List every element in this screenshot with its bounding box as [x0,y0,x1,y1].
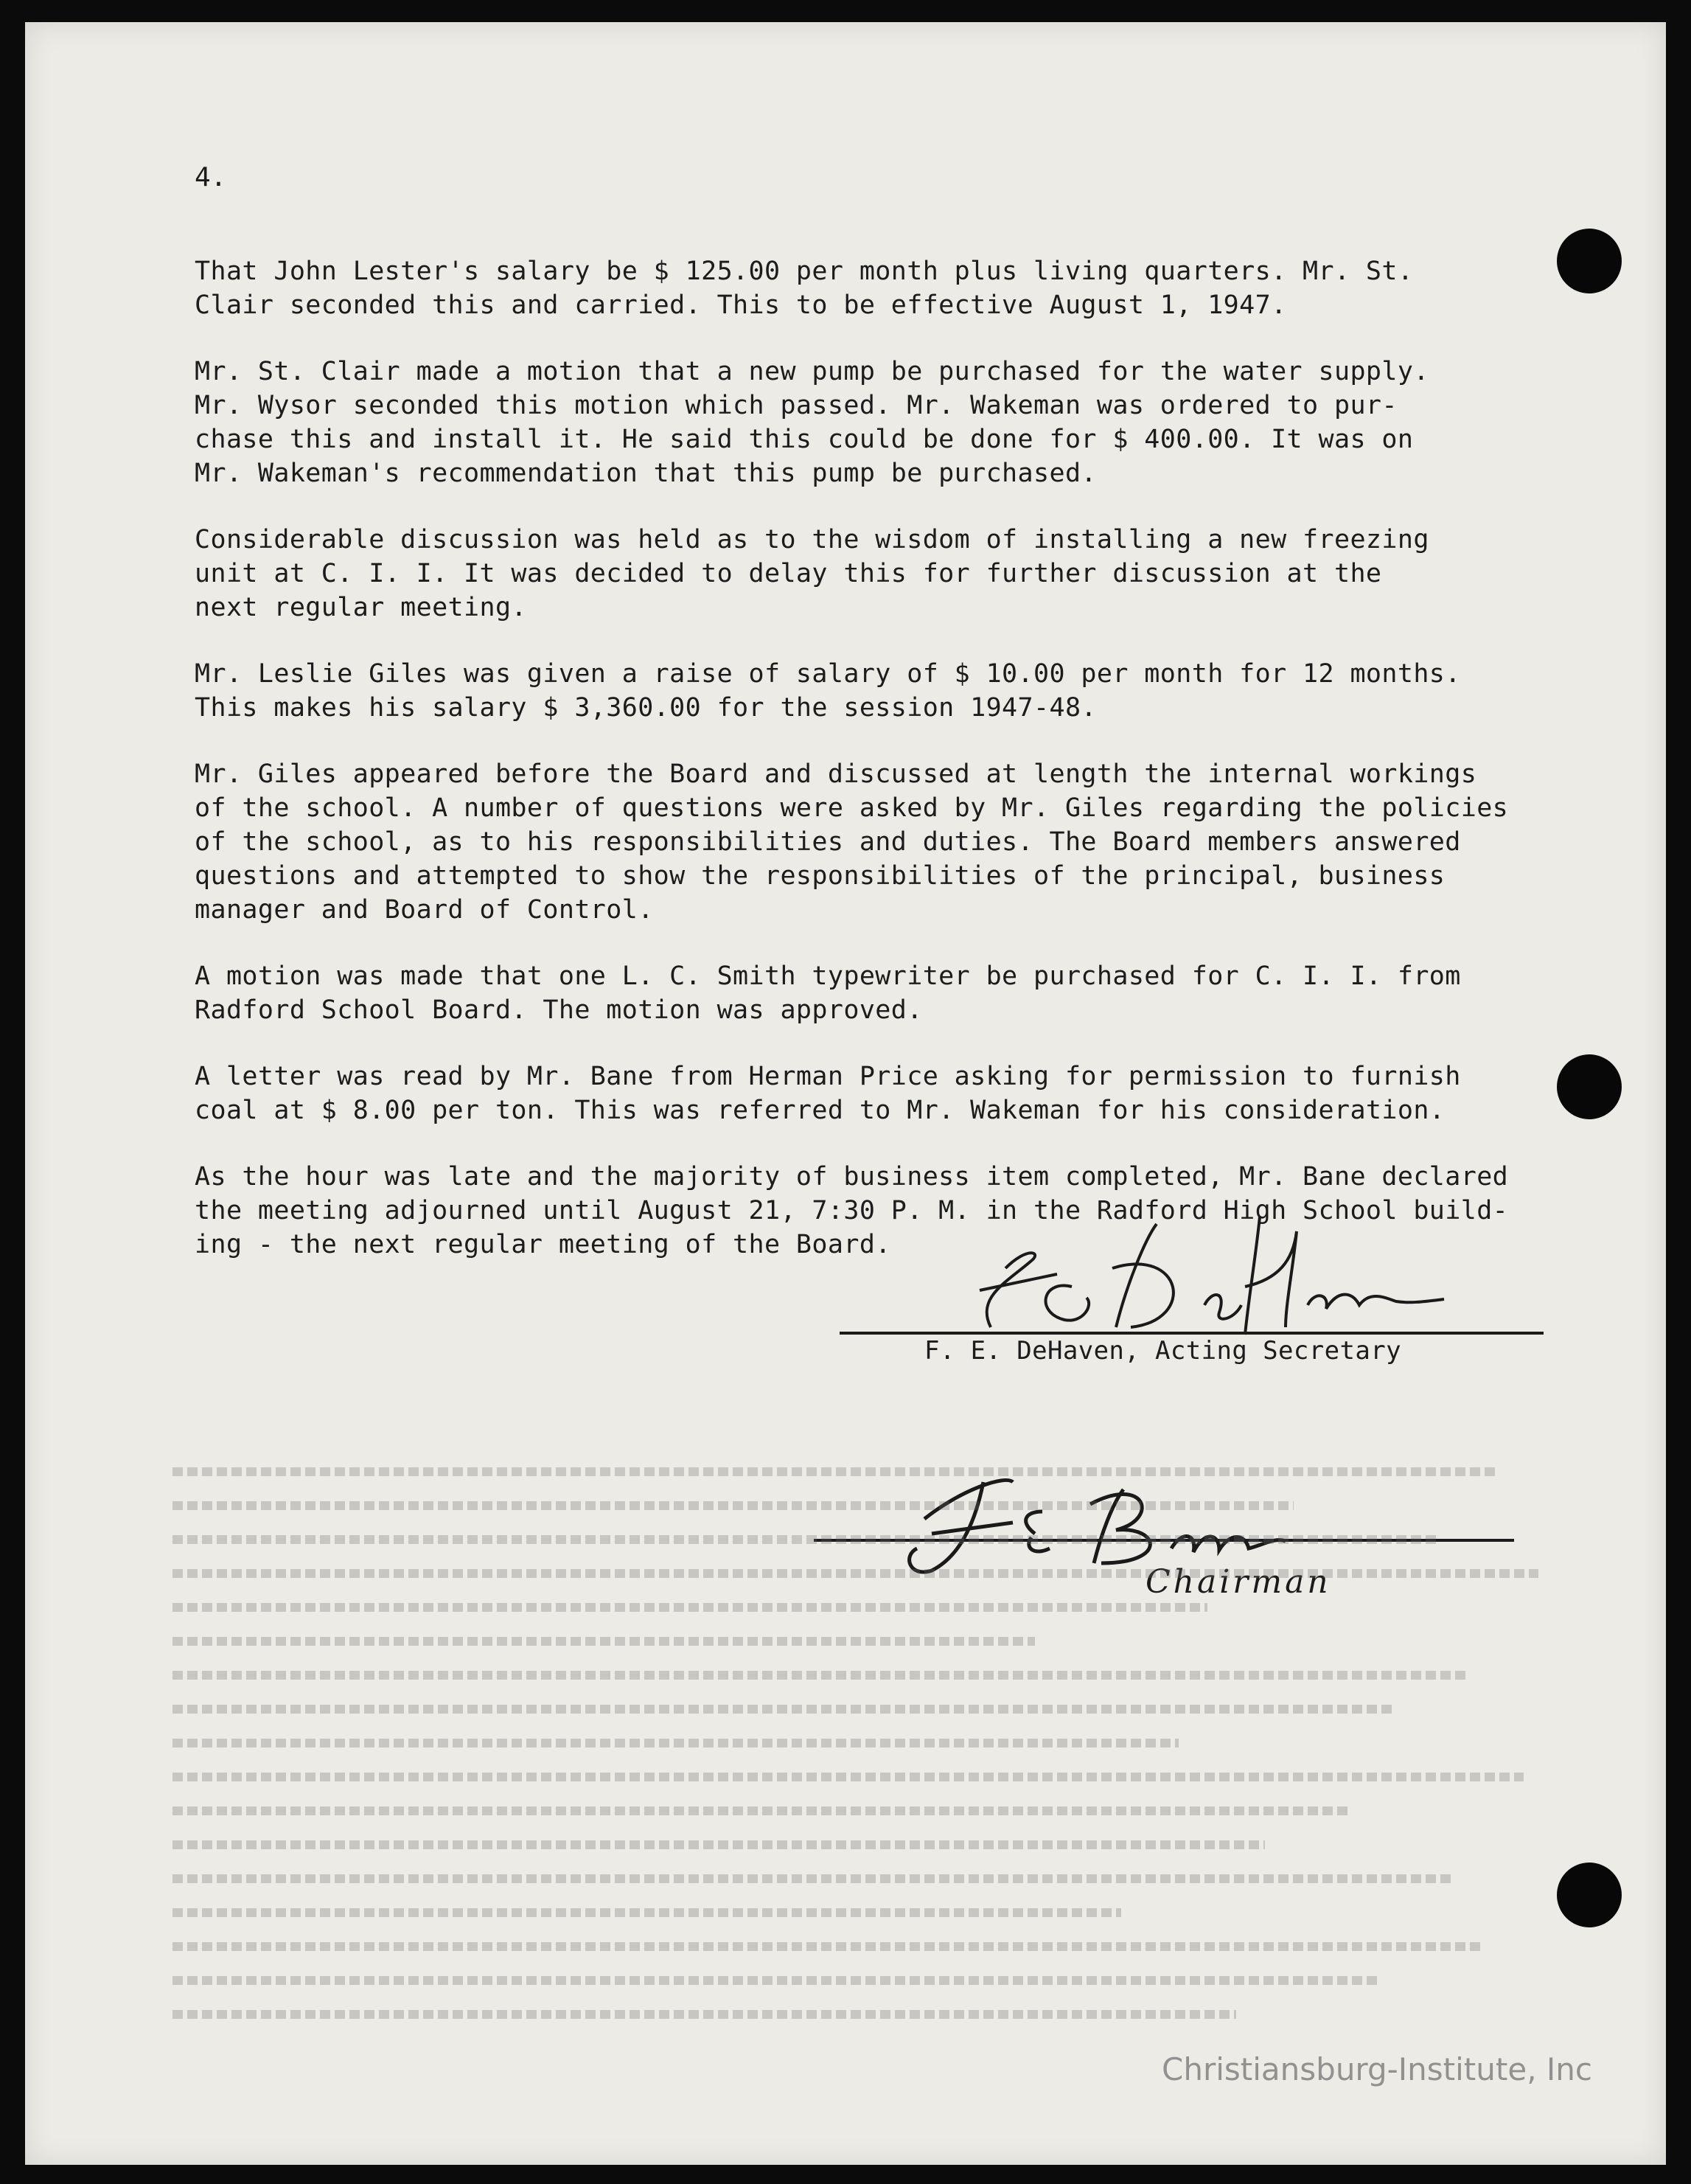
punch-hole-bottom [1557,1863,1622,1927]
punch-hole-middle [1557,1054,1622,1119]
paragraph-lester-salary: That John Lester's salary be $ 125.00 per month plus living quarters. Mr. St. Clair seconded this and carried. This to be effective August 1, 1947. [195,257,1414,320]
punch-hole-top [1557,229,1622,293]
watermark: Christiansburg-Institute, Inc [1162,2051,1592,2087]
paragraph-coal-letter: A letter was read by Mr. Bane from Herman Price asking for permission to furnish coal at $ 8.00 per ton. This was referred to Mr. Wakeman for his consideration. [195,1062,1461,1125]
show-through-text [172,1467,1610,2116]
paragraph-water-pump: Mr. St. Clair made a motion that a new pump be purchased for the water supply. Mr. Wysor seconded this motion which passed. Mr. Wakeman was ordered to pur- chase this and install it. He said this could be done for $ 400.00. It was on Mr. Wakeman's recommendation that this pump be purchased. [195,357,1429,488]
paragraph-giles-discussion: Mr. Giles appeared before the Board and discussed at length the internal workings of the school. A number of questions were asked by Mr. Giles regarding the policies of the school, as to his responsibilities and duties. The Board members answered questions and attempted to show the responsibilities of the principal, business manager and Board of Control. [195,759,1509,925]
paragraph-freezing-unit: Considerable discussion was held as to the wisdom of installing a new freezing unit at C. I. I. It was decided to delay this for further discussion at the next regular meeting. [195,525,1429,622]
paragraph-giles-raise: Mr. Leslie Giles was given a raise of salary of $ 10.00 per month for 12 months. This makes his salary $ 3,360.00 for the session 1947-48. [195,659,1461,723]
document-page [25,22,1666,2165]
page-number: 4. [195,162,227,192]
minutes-body [195,254,1610,1294]
paragraph-typewriter: A motion was made that one L. C. Smith typewriter be purchased for C. I. I. from Radford School Board. The motion was approved. [195,961,1461,1025]
chairman-caption: Chairman [1146,1563,1331,1601]
secretary-signature-line [840,1332,1544,1335]
paragraph-adjournment: As the hour was late and the majority of business item completed, Mr. Bane declared the meeting adjourned until August 21, 7:30 P. M. in the Radford High School build- ing - the next regular meeting of the Board. [195,1162,1509,1259]
secretary-caption: F. E. DeHaven, Acting Secretary [924,1336,1401,1366]
